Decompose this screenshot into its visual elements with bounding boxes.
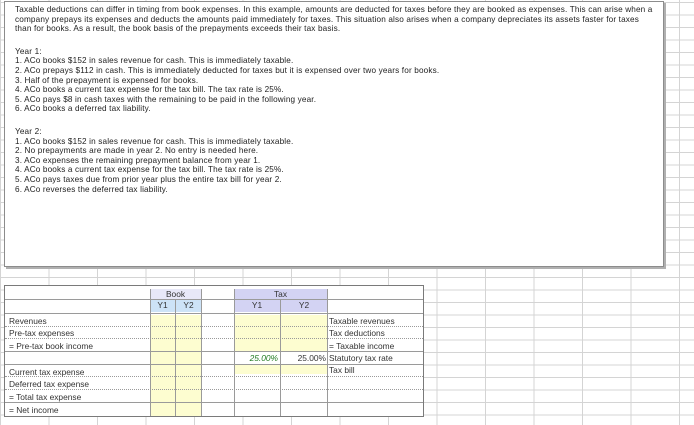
- row-label-tax-bill: Tax bill: [329, 365, 355, 375]
- tax-y1-bill-cell[interactable]: [234, 364, 280, 374]
- tax-y2-label: Y2: [298, 300, 310, 310]
- book-y2-input-cells[interactable]: [176, 315, 201, 416]
- year2-item: 2. No prepayments are made in year 2. No entry is needed here.: [15, 146, 259, 156]
- tax-y1-label: Y1: [251, 300, 263, 310]
- intro-paragraph: Taxable deductions can differ in timing from book expenses. In this example, amounts are deducted for taxes before they are booked as expenses. This can arise when a company prepays its expenses and deducts the amounts paid immediately for taxes. This situation also arises when a company depreciates its assets faster for taxes than for books. As a result, the book basis of the prepayments exceeds their tax basis.: [15, 5, 655, 34]
- tax-y1-input-cells[interactable]: [234, 315, 280, 351]
- row-label-pretax-book-income: = Pre-tax book income: [9, 341, 94, 351]
- year2-heading: Year 2:: [15, 126, 42, 136]
- row-label-total-tax-expense: = Total tax expense: [9, 392, 82, 402]
- row-label-net-income: = Net income: [9, 405, 59, 415]
- year1-item: 1. ACo books $152 in sales revenue for cash. This is immediately taxable.: [15, 56, 294, 66]
- book-tax-table: [4, 285, 424, 417]
- year1-item: 4. ACo books a current tax expense for the tax bill. The tax rate is 25%.: [15, 85, 284, 95]
- year1-item: 6. ACo books a deferred tax liability.: [15, 104, 151, 114]
- tax-y2-input-cells[interactable]: [281, 315, 327, 351]
- year1-item: 2. ACo prepays $112 in cash. This is immediately deducted for taxes but it is expensed over two years for books.: [15, 65, 440, 75]
- year1-item: 5. ACo pays $8 in cash taxes with the remaining to be paid in the following year.: [15, 94, 317, 104]
- tax-rate-y1-value[interactable]: 25.00%: [249, 353, 278, 363]
- book-y1-input-cells[interactable]: [150, 315, 175, 416]
- row-label-pretax-expenses: Pre-tax expenses: [9, 328, 75, 338]
- year2-item: 6. ACo reverses the deferred tax liability.: [15, 184, 168, 194]
- year2-item: 4. ACo books a current tax expense for the tax bill. The tax rate is 25%.: [15, 165, 284, 175]
- tax-rate-y2-value[interactable]: 25.00%: [297, 353, 326, 363]
- row-label-deferred-tax-expense: Deferred tax expense: [9, 379, 90, 389]
- book-y2-label: Y2: [183, 300, 194, 310]
- instructions-textbox: [4, 1, 664, 267]
- row-label-tax-deductions: Tax deductions: [329, 328, 385, 338]
- row-label-taxable-income: = Taxable income: [329, 341, 395, 351]
- year2-item: 5. ACo pays taxes due from prior year plus the entire tax bill for year 2.: [15, 174, 282, 184]
- row-label-taxable-revenues: Taxable revenues: [329, 316, 395, 326]
- book-y1-label: Y1: [157, 300, 168, 310]
- row-label-current-tax-expense: Current tax expense: [9, 367, 85, 377]
- book-header-label: Book: [165, 289, 186, 299]
- row-label-statutory-tax-rate: Statutory tax rate: [329, 353, 393, 363]
- year2-item: 1. ACo books $152 in sales revenue for cash. This is immediately taxable.: [15, 136, 294, 146]
- tax-y2-bill-cell[interactable]: [281, 364, 327, 374]
- year1-heading: Year 1:: [15, 46, 42, 56]
- year1-item: 3. Half of the prepayment is expensed for books.: [15, 75, 199, 85]
- row-label-revenues: Revenues: [9, 316, 47, 326]
- tax-header-label: Tax: [273, 289, 288, 299]
- year2-item: 3. ACo expenses the remaining prepayment balance from year 1.: [15, 155, 261, 165]
